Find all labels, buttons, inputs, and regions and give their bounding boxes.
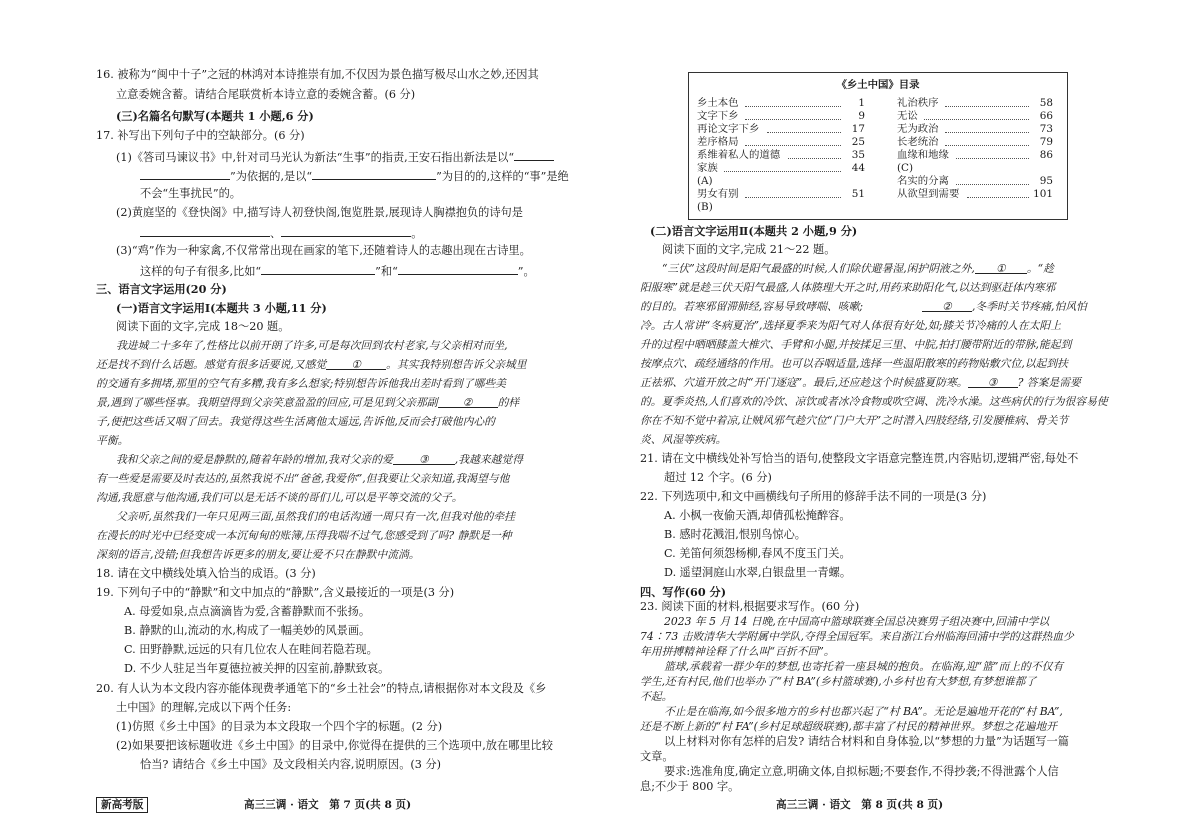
- material-line: 年用拼搏精神诠释了什么叫“百折不回”。: [640, 645, 835, 658]
- passage2-text: 正祛邪、穴道开放之时“开门逐寇”。最后,还应趁这个时候盛夏防寒。: [640, 376, 968, 389]
- toc-leader-dots: [745, 145, 841, 146]
- r-circle-1-label: ①: [996, 262, 1006, 275]
- toc-leader-dots: [956, 158, 1029, 159]
- toc-leader-dots: [724, 171, 841, 172]
- passage2-line: 你在不知不觉中着凉,让贼风邪气趁穴位“门户大开”之时潜入四肢经络,引发腰椎病、骨关节: [640, 414, 1069, 427]
- passage-line: 深刻的语言,没错;但我想告诉更多的朋友,要让爱不只在静默中流淌。: [96, 548, 420, 561]
- q17-1-text: (1)《答司马谏议书》中,针对司马光认为新法“生事”的指责,王安石指出新法是以“: [116, 151, 515, 164]
- blank-r-circle-1: [975, 262, 1027, 274]
- q17-2-line2: [140, 225, 422, 241]
- q16-line2: 立意委婉含蓄。请结合尾联赏析本诗立意的委婉含蓄。(6 分): [116, 88, 416, 101]
- passage-text: ,我越来越觉得: [454, 453, 524, 466]
- blank-circle-3: [393, 453, 455, 465]
- q17-2-line1: (2)黄庭坚的《登快阁》中,描写诗人初登快阁,饱览胜景,展现诗人胸襟抱负的诗句是: [116, 206, 523, 219]
- q20-task1: (1)仿照《乡土中国》的目录为本文段取一个四个字的标题。(2 分): [116, 720, 443, 733]
- passage2-line: 升的过程中晒晒膝盖大椎穴、手臂和小腿,并按揉足三里、中脘,拍打腰带附近的带脉,能起到: [640, 338, 1072, 351]
- q17-blank-1: [514, 149, 554, 161]
- passage2-line: [640, 376, 1081, 390]
- subsection-1-heading: (一)语言文字运用Ⅰ(本题共 3 小题,11 分): [116, 301, 327, 315]
- toc-leader-dots: [945, 106, 1029, 107]
- q19-option-a: A. 母爱如泉,点点滴滴皆为爱,含蓄静默而不张扬。: [124, 605, 371, 618]
- q17-1-line1: [116, 149, 554, 165]
- toc-entry-page: 9: [858, 110, 865, 122]
- intro-21-22: 阅读下面的文字,完成 21～22 题。: [662, 243, 836, 256]
- writing-requirement-line: 文章。: [640, 750, 674, 763]
- q17-prompt: 17. 补写出下列句子中的空缺部分。(6 分): [96, 129, 305, 142]
- passage-line: 有一些爱是需要及时表达的,虽然我说不出“爸爸,我爱你”,但我要让父亲知道,我渴望与他: [96, 472, 510, 485]
- toc-leader-dots: [945, 132, 1029, 133]
- q19-prompt: 19. 下列句子中的“静默”和文中加点的“静默”,含义最接近的一项是(3 分): [96, 586, 455, 599]
- passage2-line: 的。夏季炎热,人们喜欢的冷饮、凉饮或者冰冷食物或吹空调、洗冷水澡。这些病伏的行为很容易使: [640, 395, 1108, 408]
- q17-blank-5: [261, 263, 375, 275]
- material-line: 2023 年 5 月 14 日晚,在中国高中篮球联赛全国总决赛男子组决赛中,回浦中学以: [664, 615, 1050, 628]
- toc-entry-label: 男女有别: [697, 188, 739, 200]
- q22-prompt: 22. 下列选项中,和文中画横线句子所用的修辞手法不同的一项是(3 分): [640, 490, 987, 503]
- section-writing-heading: 四、写作(60 分): [640, 585, 726, 599]
- passage2-line: 阳服寒”就是趁三伏天阳气最盛,人体腠理大开之时,用药来助阳化气,以达到驱赶体内寒邪: [640, 281, 1056, 294]
- material-line: 学生,还有村民,他们也举办了“村 BA”(乡村篮球赛),小乡村也有大梦想,有梦想谁都了: [640, 675, 1037, 688]
- toc-leader-dots: [945, 145, 1029, 146]
- passage-line: 平衡。: [96, 434, 129, 447]
- toc-entry-page: 17: [851, 123, 865, 135]
- q19-option-c: C. 田野静默,远远的只有几位农人在畦间若隐若现。: [124, 643, 378, 656]
- q17-1-text-end: ”为目的的,这样的“事”是绝: [436, 170, 569, 183]
- subsection-2-heading: (二)语言文字运用Ⅱ(本题共 2 小题,9 分): [650, 224, 858, 238]
- circle-1-label: ①: [351, 358, 362, 371]
- q23-prompt: 23. 阅读下面的材料,根据要求写作。(60 分): [640, 600, 860, 613]
- footer-right-page: 高三三调 · 语文 第 8 页(共 8 页): [776, 799, 944, 811]
- passage-line: 的交通有多拥堵,那里的空气有多糟,我有多么想家;特别想告诉他我出差时看到了哪些美: [96, 377, 506, 390]
- footer-left-page: 高三三调 · 语文 第 7 页(共 8 页): [244, 799, 412, 811]
- toc-entry-label: 血缘和地缘: [897, 149, 949, 161]
- material-line: 篮球,承载着一群少年的梦想,也寄托着一座县城的抱负。在临海,迎“篮”而上的不仅有: [664, 660, 1064, 673]
- toc-leader-dots: [767, 132, 841, 133]
- q17-3-text: 这样的句子有很多,比如“: [140, 265, 262, 278]
- writing-requirement-line: 息;不少于 800 字。: [640, 780, 740, 793]
- q17-3-mid: ”和“: [375, 265, 398, 278]
- toc-leader-dots: [745, 197, 841, 198]
- circle-2-label: ②: [462, 396, 473, 409]
- r-circle-2-label: ②: [942, 300, 952, 313]
- toc-entry-label: 差序格局: [697, 136, 739, 148]
- toc-entry-page: 51: [851, 188, 865, 200]
- passage-text: 景,遇到了哪些怪事。我期望得到父亲笑意盈盈的回应,可是见到父亲那副: [96, 396, 438, 409]
- q17-1-line2: [140, 168, 569, 184]
- toc-entry-page: 95: [1039, 175, 1053, 187]
- passage2-line: 炎、风湿等疾病。: [640, 433, 727, 446]
- passage-text: 。其实我特别想告诉父亲城里: [386, 358, 527, 371]
- section-language-heading: 三、语言文字运用(20 分): [96, 282, 227, 296]
- passage-text: 还是找不到什么话题。感觉有很多话要说,又感觉: [96, 358, 327, 371]
- passage2-line: [922, 300, 1087, 314]
- toc-entry-label: 再论文字下乡: [697, 123, 760, 135]
- q17-blank-1b: [140, 168, 230, 180]
- toc-leader-dots: [745, 106, 841, 107]
- toc-entry-label: 长老统治: [897, 136, 939, 148]
- passage-line: 在漫长的时光中已经变成一本沉甸甸的账簿,压得我喘不过气,您感受到了吗? 静默是一种: [96, 529, 512, 542]
- passage-line: [116, 453, 523, 467]
- blank-circle-2: [438, 396, 498, 408]
- passage2-text: ,冬季时关节疼痛,怕风怕: [972, 300, 1087, 313]
- passage2-text: 。“趁: [1026, 262, 1054, 275]
- q21-line2: 超过 12 个字。(6 分): [664, 471, 772, 484]
- toc-entry-label: 系维着私人的道德: [697, 149, 781, 161]
- passage2-line: 按摩点穴、疏经通络的作用。也可以吞咽适量,选择一些温阳散寒的药物贴敷穴位,以起到扶: [640, 357, 1068, 370]
- toc-entry-page: 73: [1039, 123, 1053, 135]
- q17-3-line1: (3)“鸡”作为一种家禽,不仅常常出现在画家的笔下,还随着诗人的志趣出现在古诗里。: [116, 244, 531, 257]
- passage2-text: “三伏”这段时间是阳气最盛的时候,人们除伏避暑湿,闲护阴液之外,: [662, 262, 975, 275]
- blank-r-circle-2: [922, 300, 972, 312]
- toc-title: 《乡土中国》目录: [836, 79, 920, 91]
- material-line: 不起。: [640, 690, 673, 703]
- q17-blank-4: [281, 225, 411, 237]
- q22-option-d: D. 遥望洞庭山水翠,白银盘里一青螺。: [664, 566, 852, 579]
- q19-option-b: B. 静默的山,流动的水,构成了一幅美妙的风景画。: [124, 624, 371, 637]
- blank-circle-1: [326, 358, 386, 370]
- r-circle-3-label: ③: [987, 376, 998, 389]
- toc-leader-dots: [956, 184, 1029, 185]
- q22-option-c: C. 羌笛何须怨杨柳,春风不度玉门关。: [664, 547, 851, 560]
- passage-text: 的样: [497, 396, 520, 409]
- passage-line: 沟通,我愿意与他沟通,我们可以是无话不谈的哥们儿,可以是平等交流的父子。: [96, 491, 463, 504]
- blank-r-circle-3: [968, 376, 1018, 388]
- q22-option-b: B. 感时花溅泪,恨别鸟惊心。: [664, 528, 806, 541]
- q20-line1: 20. 有人认为本文段内容亦能体现费孝通笔下的“乡土社会”的特点,请根据你对本文段及《乡: [96, 682, 547, 695]
- toc-entry-page: 1: [858, 97, 865, 109]
- q20-task2-line1: (2)如果要把该标题收进《乡土中国》的目录中,你觉得在提供的三个选项中,放在哪里比较: [116, 739, 553, 752]
- q17-blank-2: [312, 168, 436, 180]
- q17-3-end: ”。: [517, 265, 535, 278]
- toc-entry-page: 66: [1039, 110, 1053, 122]
- q18-prompt: 18. 请在文中横线处填入恰当的成语。(3 分): [96, 567, 316, 580]
- q20-task2-line2: 恰当? 请结合《乡土中国》及文段相关内容,说明原因。(3 分): [140, 758, 442, 771]
- toc-box: [688, 72, 1068, 220]
- passage2-text: ? 答案是需要: [1017, 376, 1081, 389]
- toc-entry-label: 从欲望到需要: [897, 188, 960, 200]
- passage-line: [96, 358, 527, 372]
- q17-3-line2: [140, 263, 535, 279]
- q20-line2: 土中国》的理解,完成以下两个任务:: [116, 701, 292, 714]
- q17-blank-3: [140, 225, 270, 237]
- passage2-line: 冷。古人常讲“冬病夏治”,选择夏季来为阳气对人体很有好处,如;膝关节冷痛的人在太阳上: [640, 319, 1062, 332]
- passage-text: 我和父亲之间的爱是静默的,随着年龄的增加,我对父亲的爱: [116, 453, 393, 466]
- q21-line1: 21. 请在文中横线处补写恰当的语句,使整段文字语意完整连贯,内容贴切,逻辑严密,每处不: [640, 452, 1079, 465]
- toc-entry-label: (C): [897, 162, 914, 174]
- q17-blank-6: [398, 263, 518, 275]
- q17-1-line3: 不会“生事扰民”的。: [140, 187, 241, 200]
- passage-line: [96, 396, 519, 410]
- toc-entry-page: 25: [851, 136, 865, 148]
- q17-2-sep: 、: [270, 227, 282, 240]
- writing-requirement-line: 以上材料对你有怎样的启发? 请结合材料和自身体验,以“梦想的力量”为话题写一篇: [664, 735, 1069, 748]
- toc-entry-page: 86: [1039, 149, 1053, 161]
- q19-option-d: D. 不少人驻足当年夏德拉被关押的囚室前,静默致哀。: [124, 662, 390, 675]
- edition-badge: [96, 797, 148, 812]
- toc-entry-label: 礼治秩序: [897, 97, 939, 109]
- toc-entry-label: 家族: [697, 162, 718, 174]
- passage-line: 我进城二十多年了,性格比以前开朗了许多,可是每次回到农村老家,与父亲相对而坐,: [116, 339, 508, 352]
- toc-entry-label: 无为政治: [897, 123, 939, 135]
- passage-line: 父亲听,虽然我们一年只见两三面,虽然我们的电话沟通一周只有一次,但我对他的牵挂: [116, 510, 515, 523]
- toc-entry-page: 79: [1039, 136, 1053, 148]
- toc-leader-dots: [924, 119, 1029, 120]
- toc-entry-label: (A): [697, 175, 713, 187]
- q17-2-end: 。: [411, 227, 423, 240]
- toc-entry-page: 101: [1033, 188, 1053, 200]
- q22-option-a: A. 小枫一夜偷天酒,却倩孤松掩醉容。: [664, 509, 851, 522]
- toc-leader-dots: [967, 197, 1029, 198]
- toc-entry-label: (B): [697, 201, 713, 213]
- circle-3-label: ③: [418, 453, 429, 466]
- toc-leader-dots: [745, 119, 841, 120]
- material-line: 还是不断上新的“村 FA”(乡村足球超级联赛),都丰富了村民的精神世界。梦想之花遍地开: [640, 720, 1057, 733]
- passage-line: 子,便把这些话又咽了回去。我觉得这些生活离他太遥远,告诉他,反而会打破他内心的: [96, 415, 495, 428]
- toc-entry-label: 无讼: [897, 110, 918, 122]
- toc-entry-label: 文字下乡: [697, 110, 739, 122]
- passage2-line: [662, 262, 1054, 276]
- material-line: 不止是在临海,如今很多地方的乡村也都兴起了“村 BA”。无论是遍地开花的“村 BA”,: [664, 705, 1063, 718]
- toc-entry-page: 44: [851, 162, 865, 174]
- q16-line1: 16. 被称为“闽中十子”之冠的林鸿对本诗推崇有加,不仅因为景色描写极尽山水之妙,还因其: [96, 68, 539, 81]
- section-dictation-heading: (三)名篇名句默写(本题共 1 小题,6 分): [116, 109, 314, 123]
- toc-entry-label: 乡土本色: [697, 97, 739, 109]
- q17-1-text-mid: ”为依据的,是以“: [230, 170, 313, 183]
- material-line: 74∶73 击败清华大学附属中学队,夺得全国冠军。来自浙江台州临海回浦中学的这群热血少: [640, 630, 1074, 643]
- intro-18-20: 阅读下面的文字,完成 18～20 题。: [116, 320, 290, 333]
- edition-badge-label: 新高考版: [96, 797, 148, 813]
- toc-leader-dots: [788, 158, 841, 159]
- writing-requirement-line: 要求:选准角度,确定立意,明确文体,自拟标题;不要套作,不得抄袭;不得泄露个人信: [664, 765, 1059, 778]
- passage2-line: 的目的。若寒邪留滞肺经,容易导致哮喘、咳嗽;: [640, 300, 864, 313]
- toc-entry-label: 名实的分离: [897, 175, 949, 187]
- toc-entry-page: 35: [851, 149, 865, 161]
- toc-entry-page: 58: [1039, 97, 1053, 109]
